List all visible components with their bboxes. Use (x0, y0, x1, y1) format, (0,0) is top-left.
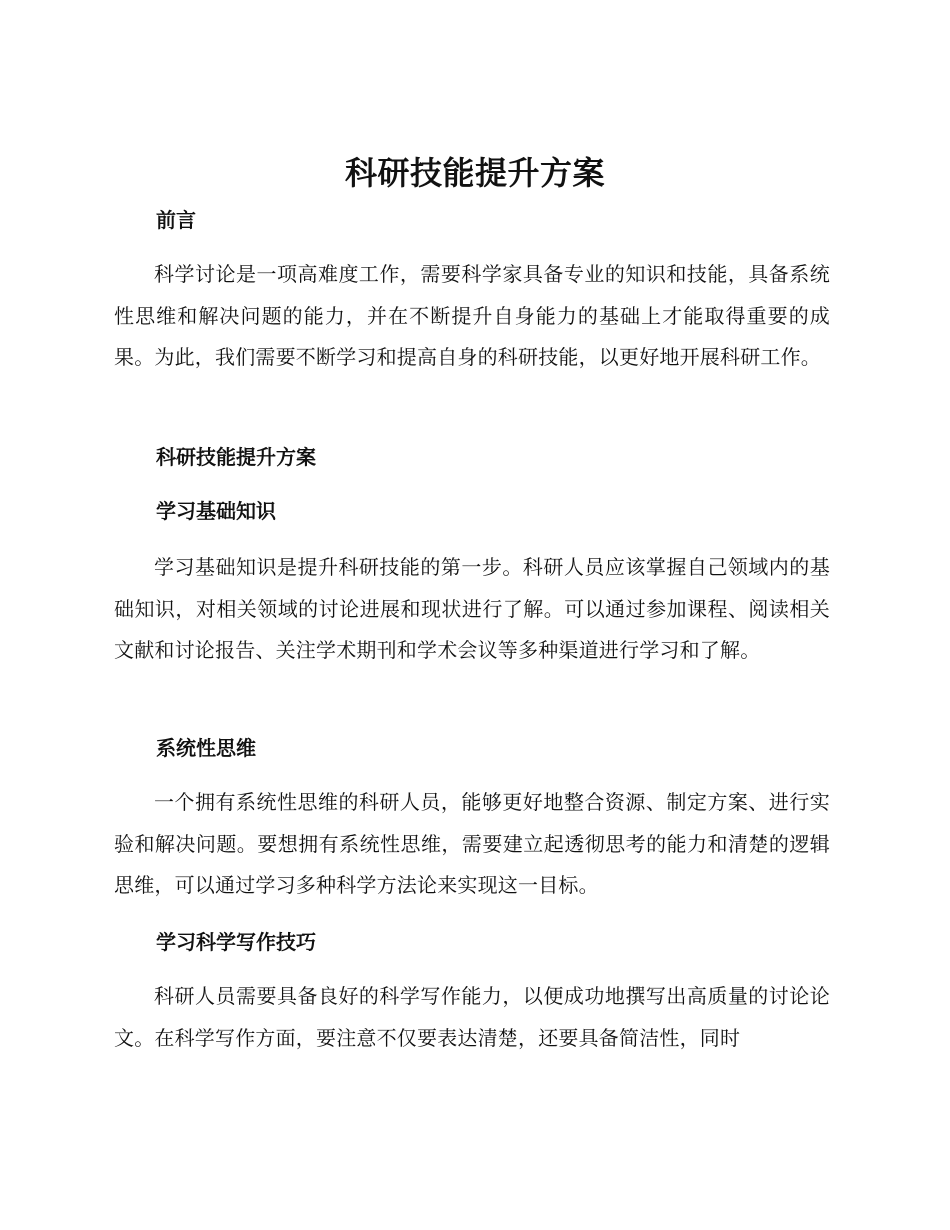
paragraph-preface: 科学讨论是一项高难度工作，需要科学家具备专业的知识和技能，具备系统性思维和解决问题的能力，并在不断提升自身能力的基础上才能取得重要的成果。为此，我们需要不断学习和提高自身的科研技能，以更好地开展科研工作。 (114, 262, 830, 369)
section-heading-scientific-writing: 学习科学写作技巧 (156, 930, 316, 954)
section-heading-plan: 科研技能提升方案 (156, 445, 316, 469)
document-title: 科研技能提升方案 (344, 154, 605, 192)
paragraph-systematic-thinking: 一个拥有系统性思维的科研人员，能够更好地整合资源、制定方案、进行实验和解决问题。要想拥有系统性思维，需要建立起透彻思考的能力和清楚的逻辑思维，可以通过学习多种科学方法论来实现这一目标。 (114, 790, 830, 897)
section-heading-preface: 前言 (156, 208, 196, 232)
paragraph-scientific-writing: 科研人员需要具备良好的科学写作能力，以便成功地撰写出高质量的讨论论文。在科学写作方面，要注意不仅要表达清楚，还要具备简洁性，同时 (114, 984, 830, 1050)
paragraph-basic-knowledge: 学习基础知识是提升科研技能的第一步。科研人员应该掌握自己领域内的基础知识，对相关领域的讨论进展和现状进行了解。可以通过参加课程、阅读相关文献和讨论报告、关注学术期刊和学术会议等多种渠道进行学习和了解。 (114, 555, 830, 662)
section-heading-basic-knowledge: 学习基础知识 (156, 499, 276, 523)
section-heading-systematic-thinking: 系统性思维 (156, 736, 256, 760)
